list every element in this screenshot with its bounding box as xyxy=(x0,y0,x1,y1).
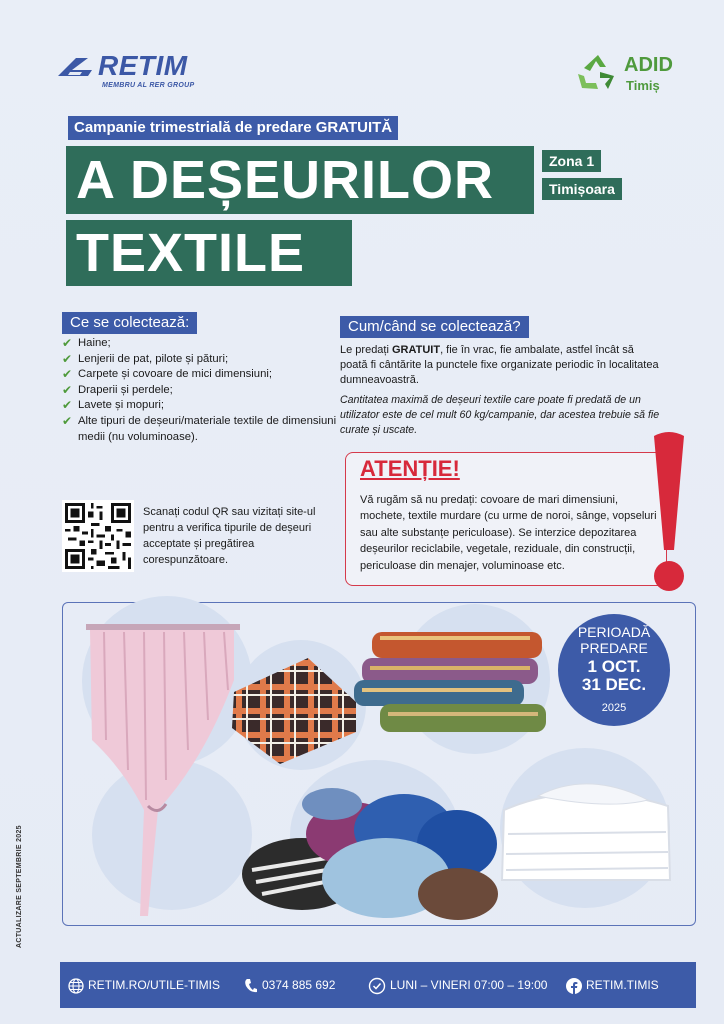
retim-wordmark: RETIM xyxy=(98,50,188,81)
period-badge xyxy=(558,614,670,726)
list-item: ✔ Draperii și perdele; xyxy=(62,382,173,397)
page-title-line1: A DEȘEURILOR xyxy=(66,146,534,214)
how-heading: Cum/când se colectează? xyxy=(340,316,529,338)
adid-wordmark: ADID xyxy=(624,54,673,76)
rugs-image xyxy=(350,628,550,740)
globe-icon xyxy=(68,978,84,994)
check-icon: ✔ xyxy=(62,413,73,428)
check-icon: ✔ xyxy=(62,382,73,397)
list-item: ✔ Alte tipuri de deșeuri/materiale textile de dimensiuni medii (nu voluminoase). xyxy=(62,413,337,443)
clothes-pile-image xyxy=(232,774,502,924)
list-item: ✔ Lenjerii de pat, pilote și pături; xyxy=(62,351,229,366)
city-label: Timișoara xyxy=(542,178,622,200)
footer-hours: LUNI – VINERI 07:00 – 19:00 xyxy=(368,977,547,993)
footer-phone[interactable]: 0374 885 692 xyxy=(244,977,335,993)
attention-text: Vă rugăm să nu predați: covoare de mari dimensiuni, mochete, textile murdare (cu urme de noroi, sânge, vopseluri sau alte substanțe periculoase). Se interzice depozitarea deșeurilor reciclabile, vegetale, reziduale, din construcții, periculoase din menajer, voluminoase etc. xyxy=(360,494,657,572)
footer-website[interactable]: RETIM.RO/UTILE-TIMIS xyxy=(68,977,220,993)
check-icon: ✔ xyxy=(62,367,73,382)
period-line2: PREDARE xyxy=(580,640,648,656)
qr-code[interactable] xyxy=(62,500,134,572)
zone-label: Zona 1 xyxy=(542,150,601,172)
period-year: 2025 xyxy=(601,702,627,714)
clock-icon xyxy=(368,977,386,995)
how-paragraph-2: Cantitatea maximă de deșeuri textile care poate fi predată de un utilizator este de cel mult 60 kg/campanie, dar acestea trebuie să fie curate și uscate. xyxy=(340,394,660,436)
period-end: 31 DEC. xyxy=(581,675,647,694)
check-icon: ✔ xyxy=(62,336,73,350)
adid-city: Timiș xyxy=(626,78,660,93)
update-note: ACTUALIZARE SEPTEMBRIE 2025 xyxy=(16,825,23,948)
campaign-subtitle: Campanie trimestrială de predare GRATUITĂ xyxy=(68,116,398,140)
how-paragraph-1: Le predați GRATUIT, fie în vrac, fie ambalate, astfel încât să poată fi cântărite la punctele fixe organizate periodic în localitatea dumneavoastră. xyxy=(340,344,659,387)
period-line1: PERIOADĂ xyxy=(577,624,651,640)
page-title-line2: TEXTILE xyxy=(66,220,352,286)
retim-mark-icon xyxy=(58,56,96,78)
collected-heading: Ce se colectează: xyxy=(62,312,197,334)
qr-instructions: Scanați codul QR sau vizitați site-ul pentru a verifica tipurile de deșeuri acceptate și pregătirea corespunzătoare. xyxy=(143,506,316,566)
attention-heading: ATENȚIE! xyxy=(360,456,460,481)
retim-logo xyxy=(58,50,208,98)
curtain-image xyxy=(84,620,244,920)
recycle-icon xyxy=(576,52,620,94)
phone-icon xyxy=(244,978,258,994)
check-icon: ✔ xyxy=(62,398,73,413)
check-icon: ✔ xyxy=(62,351,73,366)
plaid-blanket-image xyxy=(228,652,360,766)
retim-tagline: MEMBRU AL RER GROUP xyxy=(102,82,195,89)
period-start: 1 OCT. xyxy=(587,657,641,676)
adid-logo xyxy=(576,52,696,98)
facebook-icon xyxy=(566,978,582,994)
list-item: ✔ Carpete și covoare de mici dimensiuni; xyxy=(62,367,273,382)
footer-facebook[interactable]: RETIM.TIMIS xyxy=(566,977,659,993)
white-bedding-image xyxy=(498,770,674,890)
exclamation-icon xyxy=(646,430,692,600)
list-item: ✔ Lavete și mopuri; xyxy=(62,398,165,413)
list-item: ✔ Haine; xyxy=(62,336,111,350)
footer-bar xyxy=(60,962,696,1008)
collected-list xyxy=(62,336,342,445)
